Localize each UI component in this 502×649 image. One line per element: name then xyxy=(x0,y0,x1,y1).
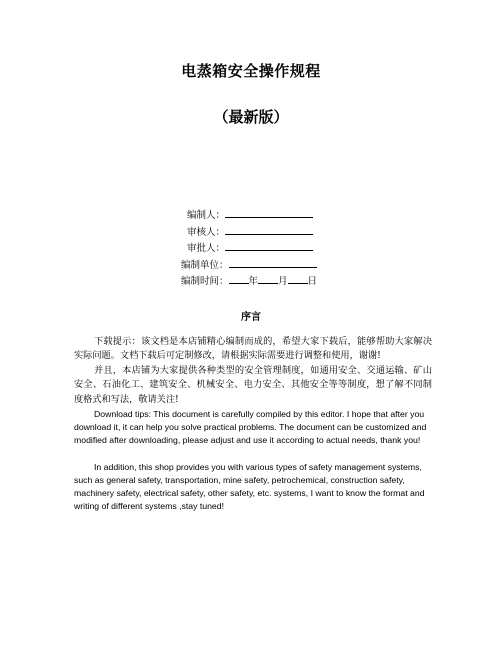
document-title: 电蒸箱安全操作规程 xyxy=(181,62,321,80)
approver-label: 审批人： xyxy=(187,243,226,254)
month-unit: 月 xyxy=(278,276,288,287)
paragraph-shop-intro-cn: 并且，本店铺为大家提供各种类型的安全管理制度，如通用安全、交通运输、矿山安全、石油化工、建筑安全、机械安全、电力安全、其他安全等等制度，想了解不同制度格式和写法，敬请关注! xyxy=(74,365,432,405)
paragraph-download-tips-cn: 下载提示：该文档是本店铺精心编制而成的，希望大家下载后，能够帮助大家解决实际问题。文档下载后可定制修改，请根据实际需要进行调整和使用，谢谢! xyxy=(74,336,432,362)
unit-blank-line xyxy=(229,257,317,268)
preface-heading: 序言 xyxy=(241,312,261,323)
document-subtitle: （最新版） xyxy=(213,108,289,126)
document-fields xyxy=(181,207,367,290)
unit-label: 编制单位： xyxy=(181,259,229,271)
author-label: 编制人： xyxy=(187,210,226,221)
unit-field xyxy=(181,257,367,274)
year-unit: 年 xyxy=(248,276,259,287)
year-blank-line xyxy=(229,273,249,284)
day-blank-line xyxy=(288,273,308,284)
reviewer-field xyxy=(187,224,367,241)
author-blank-line xyxy=(225,207,313,218)
date-label: 编制时间： xyxy=(181,276,229,287)
date-field xyxy=(181,273,367,290)
author-field xyxy=(187,207,367,224)
reviewer-label: 审核人： xyxy=(187,226,226,238)
paragraph-download-tips-en: Download tips: This document is carefully compiled by this editor. I hope that after you download it, it can help you solve practical problems. The document can be customized and modified after downloading, please adjust and use it according to actual needs, thank you! xyxy=(74,409,427,445)
approver-field xyxy=(187,240,367,257)
reviewer-blank-line xyxy=(225,224,313,235)
paragraph-shop-intro-en: In addition, this shop provides you with various types of safety management systems, such as general safety, transportation, mine safety, petrochemical, construction safety, machinery safety, electrical safety, other safety, etc. systems, I want to know the format and writing of different systems ,stay tuned! xyxy=(74,462,425,511)
approver-blank-line xyxy=(225,240,313,251)
month-blank-line xyxy=(258,273,278,284)
day-unit: 日 xyxy=(307,276,318,287)
